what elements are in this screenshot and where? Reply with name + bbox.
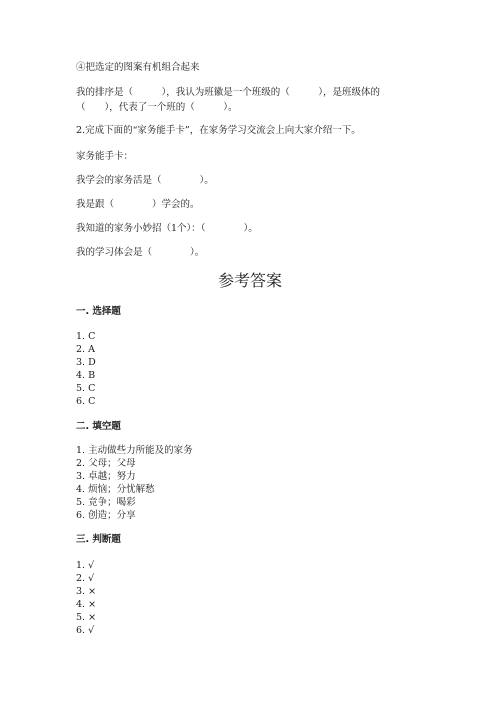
section-heading-fill: 二. 填空题 [76,421,121,432]
card-line-4: 我的学习体会是（ ）。 [76,247,205,258]
answer-item: 4. B [76,370,96,381]
answer-item: 3. D [76,357,96,368]
answer-item: 6. C [76,396,96,407]
answer-item: 3. × [76,586,97,597]
step-4-text: ④把选定的图案有机组合起来 [76,62,200,73]
answer-item: 4. 烦恼；分忧解愁 [76,484,155,495]
paragraph-line-2: （ ），代表了一个班的（ ）。 [76,102,238,113]
answer-item: 3. 卓越；努力 [76,471,136,482]
question-2: 2.完成下面的“家务能手卡”，在家务学习交流会上向大家介绍一下。 [76,125,361,136]
answer-item: 4. × [76,599,97,610]
section-heading-judge: 三. 判断题 [76,534,121,545]
answer-item: 1. C [76,331,96,342]
answer-item: 5. 竞争；喝彩 [76,497,136,508]
answer-item: 2. √ [76,573,95,584]
answer-item: 2. A [76,344,95,355]
answer-item: 5. × [76,612,97,623]
card-line-2: 我是跟（ ）学会的。 [76,199,200,210]
answer-item: 1. √ [76,560,95,571]
answer-item: 2. 父母；父母 [76,458,136,469]
card-line-1: 我学会的家务活是（ ）。 [76,175,214,186]
section-heading-choice: 一. 选择题 [76,306,121,317]
answers-title: 参考答案 [217,271,282,290]
answer-item: 6. 创造；分享 [76,510,136,521]
answer-item: 6. √ [76,625,95,636]
paragraph-line-1: 我的排序是（ ），我认为班徽是一个班级的（ ），是班级体的 [76,87,381,98]
card-title: 家务能手卡： [76,151,134,162]
card-line-3: 我知道的家务小妙招（1个）：（ ）。 [76,223,258,234]
answer-item: 5. C [76,383,96,394]
answer-item: 1. 主动做些力所能及的家务 [76,445,193,456]
